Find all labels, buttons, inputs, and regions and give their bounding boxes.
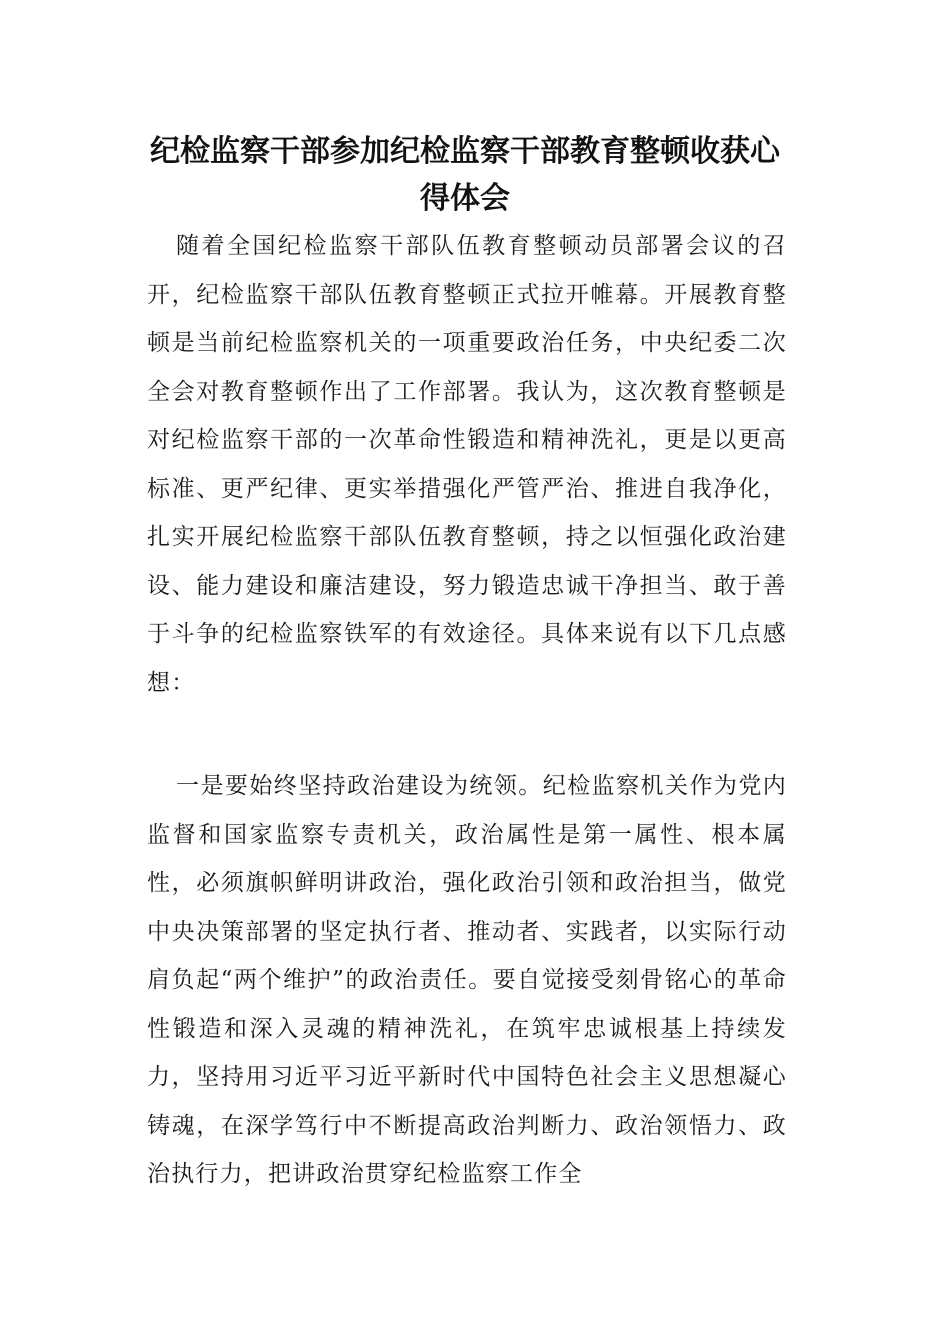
paragraph-intro: 随着全国纪检监察干部队伍教育整顿动员部署会议的召开，纪检监察干部队伍教育整顿正式拉开帷幕。开展教育整顿是当前纪检监察机关的一项重要政治任务，中央纪委二次全会对教育整顿作出了工作部署。我认为，这次教育整顿是对纪检监察干部的一次革命性锻造和精神洗礼，更是以更高标准、更严纪律、更实举措强化严管严治、推进自我净化，扎实开展纪检监察干部队伍教育整顿，持之以恒强化政治建设、能力建设和廉洁建设，努力锻造忠诚干净担当、敢于善于斗争的纪检监察铁军的有效途径。具体来说有以下几点感想： — [147, 233, 787, 696]
document-title: 纪检监察干部参加纪检监察干部教育整顿收获心得体会 — [150, 134, 780, 216]
paragraph-point-one: 一是要始终坚持政治建设为统领。纪检监察机关作为党内监督和国家监察专责机关，政治属性是第一属性、根本属性，必须旗帜鲜明讲政治，强化政治引领和政治担当，做党中央决策部署的坚定执行者、推动者、实践者，以实际行动肩负起“两个维护”的政治责任。要自觉接受刻骨铭心的革命性锻造和深入灵魂的精神洗礼，在筑牢忠诚根基上持续发力，坚持用习近平习近平新时代中国特色社会主义思想凝心铸魂，在深学笃行中不断提高政治判断力、政治领悟力、政治执行力，把讲政治贯穿纪检监察工作全 — [147, 773, 787, 1187]
